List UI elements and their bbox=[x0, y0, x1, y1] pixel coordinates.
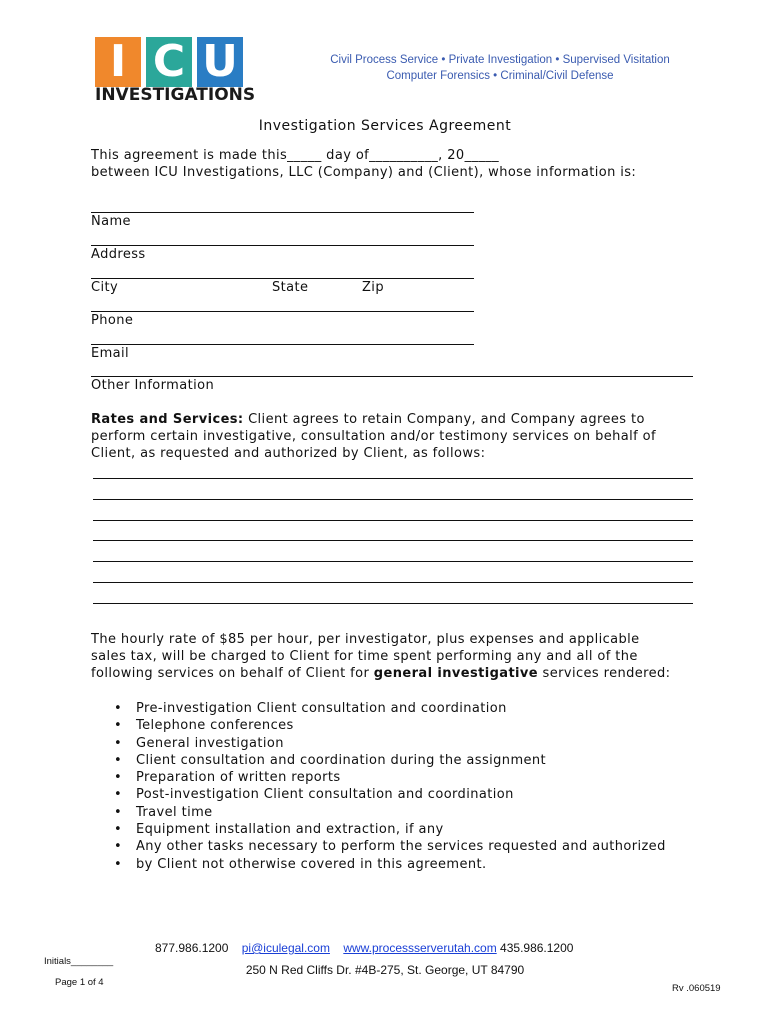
footer-phone-1: 877.986.1200 bbox=[155, 941, 229, 955]
hourly-line-3-end: services rendered: bbox=[538, 666, 671, 681]
hourly-line-2: sales tax, will be charged to Client for time spent performing any and all of the bbox=[91, 649, 638, 664]
service-blank-line[interactable] bbox=[93, 499, 693, 500]
rates-paragraph-line-3: Client, as requested and authorized by Client, as follows: bbox=[91, 446, 486, 461]
other-info-line[interactable] bbox=[91, 376, 693, 377]
footer-address: 250 N Red Cliffs Dr. #4B-275, St. George, UT 84790 bbox=[245, 963, 525, 977]
list-item: • Client consultation and coordination during the assignment bbox=[114, 752, 666, 769]
email-label: Email bbox=[91, 346, 130, 361]
list-item: • Preparation of written reports bbox=[114, 769, 666, 786]
list-item: • Pre-investigation Client consultation and coordination bbox=[114, 700, 666, 717]
service-blank-line[interactable] bbox=[93, 582, 693, 583]
tagline-specialties: Computer Forensics • Criminal/Civil Defense bbox=[386, 70, 614, 82]
city-label: City bbox=[91, 280, 119, 295]
phone-line[interactable] bbox=[91, 311, 474, 312]
service-blank-line[interactable] bbox=[93, 520, 693, 521]
general-investigative-emphasis: general investigative bbox=[373, 666, 539, 681]
name-label: Name bbox=[91, 214, 131, 229]
document-title: Investigation Services Agreement bbox=[258, 118, 512, 134]
tagline-services: Civil Process Service • Private Investigation • Supervised Visitation bbox=[330, 54, 670, 66]
list-item: • Equipment installation and extraction, if any bbox=[114, 821, 666, 838]
email-line[interactable] bbox=[91, 344, 474, 345]
address-line[interactable] bbox=[91, 245, 474, 246]
service-blank-line[interactable] bbox=[93, 540, 693, 541]
footer-email-link[interactable]: pi@iculegal.com bbox=[241, 941, 330, 955]
logo-letter-c: C bbox=[146, 37, 192, 87]
rates-heading: Rates and Services: bbox=[91, 412, 244, 427]
hourly-line-3-start: following services on behalf of Client for bbox=[91, 666, 374, 681]
intro-line-1: This agreement is made this_____ day of__________, 20_____ bbox=[91, 148, 500, 163]
address-label: Address bbox=[91, 247, 146, 262]
service-blank-line[interactable] bbox=[93, 561, 693, 562]
initials-field[interactable]: Initials________ bbox=[44, 956, 114, 967]
services-list bbox=[114, 700, 666, 873]
rates-paragraph-line-2: perform certain investigative, consultation and/or testimony services on behalf of bbox=[91, 429, 656, 444]
list-item: • General investigation bbox=[114, 735, 666, 752]
zip-label: Zip bbox=[362, 280, 384, 295]
footer-website-link[interactable]: www.processserverutah.com bbox=[343, 941, 497, 955]
page-number: Page 1 of 4 bbox=[55, 977, 104, 988]
hourly-line-3 bbox=[91, 665, 670, 682]
phone-label: Phone bbox=[91, 313, 134, 328]
list-item: • Post-investigation Client consultation and coordination bbox=[114, 786, 666, 803]
city-state-zip-line[interactable] bbox=[91, 278, 474, 279]
footer-contact bbox=[155, 941, 573, 955]
logo-letter-i: I bbox=[95, 37, 141, 87]
name-line[interactable] bbox=[91, 212, 474, 213]
logo-wordmark: INVESTIGATIONS bbox=[95, 85, 256, 105]
service-blank-line[interactable] bbox=[93, 478, 693, 479]
intro-line-2: between ICU Investigations, LLC (Company) and (Client), whose information is: bbox=[91, 165, 637, 180]
other-info-label: Other Information bbox=[91, 378, 215, 393]
rates-text: Client agrees to retain Company, and Company agrees to bbox=[243, 412, 645, 427]
list-item: • Any other tasks necessary to perform the services requested and authorized bbox=[114, 838, 666, 855]
state-label: State bbox=[272, 280, 309, 295]
hourly-line-1: The hourly rate of $85 per hour, per investigator, plus expenses and applicable bbox=[91, 632, 640, 647]
service-blank-line[interactable] bbox=[93, 603, 693, 604]
list-item-continuation: • by Client not otherwise covered in this agreement. bbox=[114, 856, 666, 873]
logo-letter-u: U bbox=[197, 37, 243, 87]
revision-code: Rv .060519 bbox=[672, 983, 721, 994]
list-item: • Travel time bbox=[114, 804, 666, 821]
list-item: • Telephone conferences bbox=[114, 717, 666, 734]
footer-phone-2: 435.986.1200 bbox=[500, 941, 574, 955]
rates-paragraph-line-1 bbox=[91, 411, 645, 428]
